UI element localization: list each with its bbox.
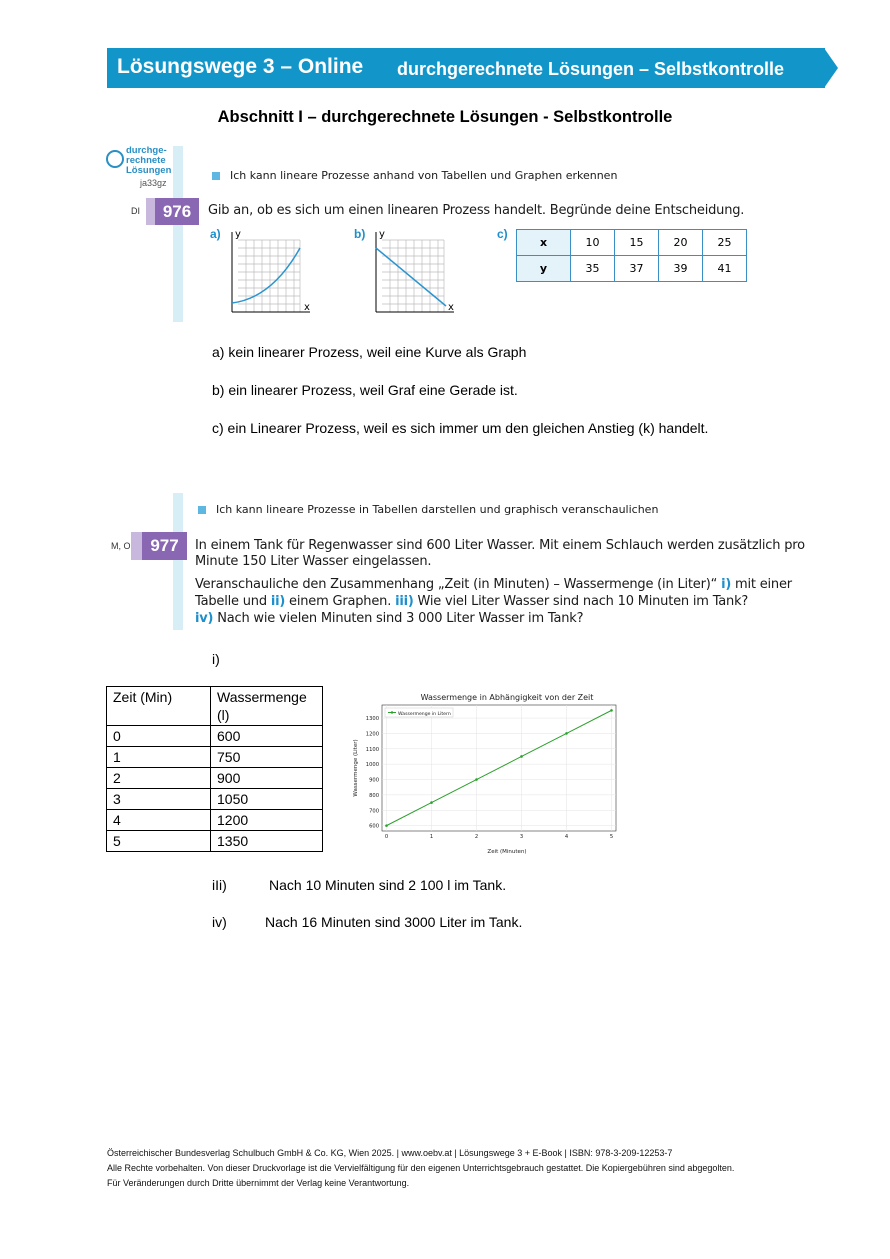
exercise-977-number: 977	[142, 532, 187, 560]
header-title: Lösungswege 3 – Online	[117, 55, 364, 78]
logo-text: durchge- rechnete Lösungen	[126, 145, 172, 176]
table-cell: 3	[107, 789, 211, 810]
graph-b-line	[368, 228, 460, 320]
exercise-976-sidebar	[173, 146, 183, 322]
answer-977-iv: Nach 16 Minuten sind 3000 Liter im Tank.	[265, 914, 523, 930]
y-tick-label: 800	[369, 792, 379, 799]
table-cell: 1050	[211, 789, 323, 810]
graph-a-y-label: y	[235, 229, 241, 240]
table-header-time: Zeit (Min)	[107, 687, 211, 726]
x-tick-label: 2	[474, 834, 479, 840]
y-tick-label: 1200	[365, 731, 379, 738]
section-title: Abschnitt I – durchgerechnete Lösungen - Selbstkontrolle	[217, 108, 673, 126]
y-tick-label: 1300	[365, 716, 379, 723]
y-tick-label: 900	[369, 777, 379, 784]
table-cell: 2	[107, 768, 211, 789]
table-row	[517, 230, 747, 256]
table-cell: 25	[703, 230, 747, 256]
table-cell: 0	[107, 726, 211, 747]
x-tick-label: 5	[609, 834, 614, 840]
graph-b-line-segment	[376, 248, 446, 306]
exercise-977-level: M, O	[111, 541, 131, 551]
exercise-977-task-line3: Veranschauliche den Zusammenhang „Zeit (in Minuten) – Wassermenge (in Liter)“ i) mit einer	[195, 577, 792, 592]
graph-a-curve	[224, 228, 316, 320]
chart-x-ticks	[385, 834, 613, 840]
y-tick-label: 700	[369, 808, 379, 815]
banner-arrow-tip	[824, 48, 838, 88]
exercise-976-table	[516, 229, 747, 282]
globe-icon	[106, 150, 124, 168]
label-a: a)	[210, 227, 221, 241]
table-cell: 1350	[211, 831, 323, 852]
chart-y-ticks	[366, 716, 379, 830]
x-tick-label: 4	[564, 834, 569, 840]
graph-b-y-label: y	[379, 229, 385, 240]
header-subtitle: durchgerechnete Lösungen – Selbstkontrolle	[397, 59, 785, 79]
y-tick-label: 600	[369, 823, 379, 830]
table-row	[107, 726, 323, 747]
answer-977-iii: Nach 10 Minuten sind 2 100 l im Tank.	[269, 877, 507, 893]
graph-a-grid	[238, 240, 300, 312]
exercise-976-level: DI	[131, 206, 140, 216]
legend-label: Wassermenge in Litern	[398, 712, 451, 717]
table-cell: 37	[615, 256, 659, 282]
exercise-977-competence: Ich kann lineare Prozesse in Tabellen darstellen und graphisch veranschaulichen	[216, 503, 659, 516]
table-row	[107, 789, 323, 810]
table-cell: 900	[211, 768, 323, 789]
y-tick-label: 1000	[365, 762, 379, 769]
table-cell: 35	[571, 256, 615, 282]
graph-b-x-label: x	[448, 302, 454, 313]
chart-x-label: Zeit (Minuten)	[487, 849, 527, 855]
label-c: c)	[497, 227, 508, 241]
water-table	[106, 686, 323, 852]
table-cell: 750	[211, 747, 323, 768]
chart-title: Wassermenge in Abhängigkeit von der Zeit	[420, 693, 594, 702]
footer-line-3: Für Veränderungen durch Dritte übernimmt der Verlag keine Verantwortung.	[107, 1178, 410, 1188]
exercise-977-task-line4: Tabelle und ii) einem Graphen. iii) Wie viel Liter Wasser sind nach 10 Minuten im Tank?	[195, 594, 749, 609]
table-row	[107, 810, 323, 831]
table-cell: 41	[703, 256, 747, 282]
table-cell: 1	[107, 747, 211, 768]
x-tick-label: 1	[429, 834, 434, 840]
table-header-x: x	[517, 230, 571, 256]
table-row	[107, 687, 323, 726]
table-row	[107, 768, 323, 789]
exercise-977-task-line2: Minute 150 Liter Wasser eingelassen.	[195, 554, 432, 569]
chart-y-label: Wassermenge (Liter)	[353, 739, 359, 797]
answer-976-c: c) ein Linearer Prozess, weil es sich immer um den gleichen Anstieg (k) handelt.	[212, 420, 709, 436]
data-point	[565, 732, 568, 735]
data-point	[475, 778, 478, 781]
table-cell: 5	[107, 831, 211, 852]
table-cell: 10	[571, 230, 615, 256]
exercise-977-sidebar	[173, 493, 183, 630]
answer-977-iv-label: iv)	[212, 914, 227, 930]
footer-line-1: Österreichischer Bundesverlag Schulbuch GmbH & Co. KG, Wien 2025. | www.oebv.at | Lösungswege 3 + E-Book | ISBN: 978-3-209-12253-7	[107, 1148, 673, 1158]
footer-line-2: Alle Rechte vorbehalten. Von dieser Druckvorlage ist die Vervielfältigung für den eigenen Unterrichtsgebrauch gestattet. Die Kopiergebühren sind abgegolten.	[107, 1163, 735, 1173]
data-point	[430, 801, 433, 804]
answer-976-b: b) ein linearer Prozess, weil Graf eine Gerade ist.	[212, 382, 518, 398]
table-row	[107, 747, 323, 768]
label-b: b)	[354, 227, 366, 241]
answer-977-iii-label: iIi)	[212, 877, 227, 893]
data-point	[385, 824, 388, 827]
competence-square-icon	[212, 172, 220, 180]
graph-a-x-label: x	[304, 302, 310, 313]
table-row	[107, 831, 323, 852]
table-cell: 600	[211, 726, 323, 747]
data-point	[520, 755, 523, 758]
data-point	[610, 709, 613, 712]
legend-marker	[391, 711, 393, 713]
logo-code: ja33gz	[140, 178, 167, 188]
chart-legend	[385, 708, 453, 717]
x-tick-label: 0	[384, 834, 389, 840]
table-cell: 39	[659, 256, 703, 282]
y-tick-label: 1100	[365, 746, 379, 753]
exercise-976-number: 976	[155, 198, 199, 225]
table-row	[517, 256, 747, 282]
header-banner	[107, 48, 825, 88]
exercise-977-task-line1: In einem Tank für Regenwasser sind 600 Liter Wasser. Mit einem Schlauch werden zusätzlich pro	[195, 538, 805, 553]
water-line-chart	[345, 688, 625, 858]
answer-976-a: a) kein linearer Prozess, weil eine Kurve als Graph	[212, 344, 527, 360]
table-cell: 15	[615, 230, 659, 256]
exercise-976-task: Gib an, ob es sich um einen linearen Prozess handelt. Begründe deine Entscheidung.	[208, 203, 745, 218]
table-cell: 4	[107, 810, 211, 831]
competence-square-icon	[198, 506, 206, 514]
graph-b-grid	[382, 240, 444, 312]
table-cell: 20	[659, 230, 703, 256]
answer-977-i-label: i)	[212, 651, 220, 667]
exercise-977-task-line5: iv) Nach wie vielen Minuten sind 3 000 Liter Wasser im Tank?	[195, 611, 584, 626]
table-header-y: y	[517, 256, 571, 282]
table-header-volume: Wassermenge (l)	[211, 687, 323, 726]
exercise-976-competence: Ich kann lineare Prozesse anhand von Tabellen und Graphen erkennen	[230, 169, 618, 182]
table-cell: 1200	[211, 810, 323, 831]
x-tick-label: 3	[519, 834, 524, 840]
